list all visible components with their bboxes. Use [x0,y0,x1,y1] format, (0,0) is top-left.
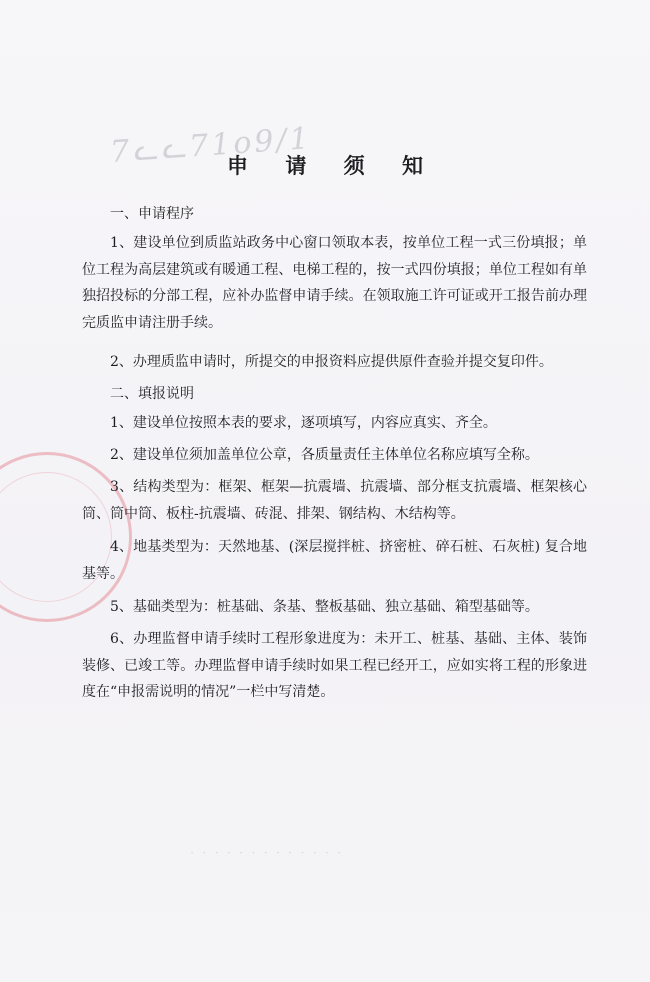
section-2-item-3: 3、结构类型为：框架、框架—抗震墙、抗震墙、部分框支抗震墙、框架核心筒、筒中筒、板柱-抗震墙、砖混、排架、钢结构、木结构等。 [82,479,587,522]
section-2-item-5: 5、基础类型为：桩基础、条基、整板基础、独立基础、箱型基础等。 [110,599,539,615]
section-2-item-1: 1、建设单位按照本表的要求，逐项填写，内容应真实、齐全。 [110,415,497,431]
section-2-item-6: 6、办理监督申请手续时工程形象进度为：未开工、桩基、基础、主体、装饰装修、已竣工等。办理监督申请手续时如果工程已经开工，应如实将工程的形象进度在“申报需说明的情况”一栏中写清楚。 [82,631,587,700]
section-2-heading: 二、填报说明 [110,386,194,402]
bleed-through-handwriting: 7ᓚᓚ71o9/1 [109,121,313,170]
section-1-item-1: 1、建设单位到质监站政务中心窗口领取本表，按单位工程一式三份填报；单位工程为高层建筑或有暖通工程、电梯工程的，按一式四份填报；单位工程如有单独招投标的分部工程，应补办监督申请手续。在领取施工许可证或开工报告前办理完质监申请注册手续。 [82,235,587,331]
section-1-heading: 一、申请程序 [110,206,194,222]
section-1-item-2: 2、办理质监申请时，所提交的申报资料应提供原件查验并提交复印件。 [110,354,553,370]
section-2-item-4: 4、地基类型为：天然地基、(深层搅拌桩、挤密桩、碎石桩、石灰桩) 复合地基等。 [82,539,587,582]
section-2-item-2: 2、建设单位须加盖单位公章，各质量责任主体单位名称应填写全称。 [110,447,539,463]
bleed-through-text: · · · · · · · · · · · · · [190,846,344,861]
document-title: 申 请 须 知 [227,153,438,178]
